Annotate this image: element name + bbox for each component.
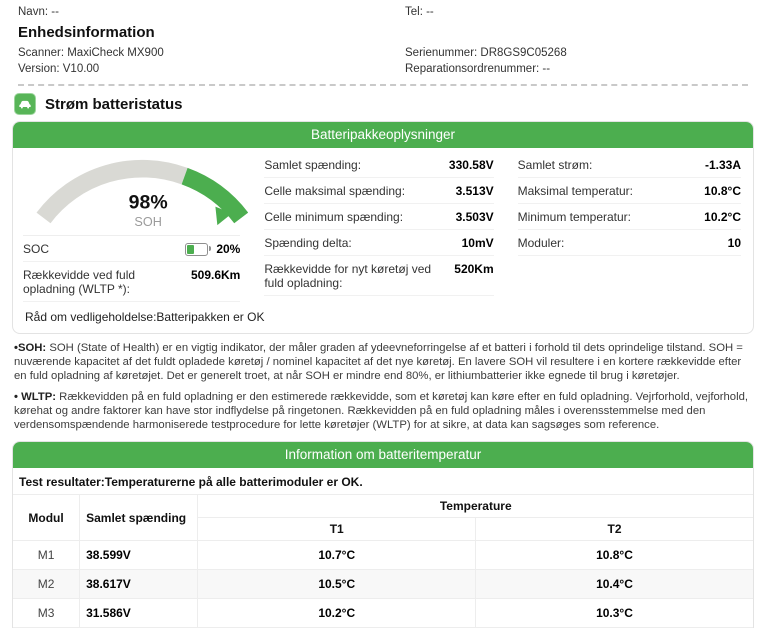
column-header-temperature: Temperature — [198, 495, 753, 518]
section-title: Strøm batteristatus — [45, 95, 183, 113]
repair-order-field: Reparationsordrenummer: -- — [405, 63, 551, 75]
module-id: M3 — [13, 599, 80, 628]
soh-footnote-text: SOH (State of Health) er en vigtig indikator, der måler graden af ydeevneforringelse af et batteri i forhold til dets oprindelige tilstand. SOH = nuværende kapacitet af det fuldt opladede køretøj / nominel kapacitet af det nye køretøj. En lavere SOH vil resultere i en kortere rækkevidde efter en fuld opladning af køretøjet. Det er generelt troet, at når SOH er mindre end 80%, er lithiumbatterier ikke egnede til brug i køretøjer. — [14, 342, 743, 382]
range-new-vehicle-label: Rækkevidde for nyt køretøj ved fuld opladning: — [264, 262, 432, 290]
cell-min-voltage-row — [264, 204, 493, 230]
ev-car-icon — [14, 93, 36, 115]
battery-temperature-section — [12, 441, 754, 628]
battery-pack-section — [12, 121, 754, 334]
module-t2: 10.3°C — [475, 599, 753, 628]
module-voltage: 38.599V — [80, 541, 198, 570]
module-t1: 10.2°C — [198, 599, 476, 628]
tel-field: Tel: -- — [405, 6, 434, 18]
battery-pack-banner: Batteripakkeoplysninger — [13, 122, 753, 148]
range-new-vehicle-value: 520Km — [454, 262, 494, 276]
soc-value: 20% — [216, 242, 241, 256]
range-new-vehicle-row — [264, 256, 493, 296]
soh-gauge — [23, 152, 240, 235]
total-current-label: Samlet strøm: — [517, 158, 593, 172]
voltage-delta-row — [264, 230, 493, 256]
serial-number-field: Serienummer: DR8GS9C05268 — [405, 47, 567, 59]
wltp-footnote-term: • WLTP: — [14, 391, 57, 403]
table-row — [13, 599, 753, 628]
module-voltage: 38.617V — [80, 570, 198, 599]
soh-gauge-column — [23, 152, 256, 302]
cell-max-voltage-row — [264, 178, 493, 204]
soc-row — [23, 235, 240, 262]
total-voltage-value: 330.58V — [448, 158, 494, 172]
module-t1: 10.5°C — [198, 570, 476, 599]
min-temp-row — [518, 204, 741, 230]
module-temperature-table — [13, 494, 753, 628]
module-voltage: 31.586V — [80, 599, 198, 628]
total-voltage-row — [264, 152, 493, 178]
section-title-row — [0, 86, 768, 121]
module-id: M1 — [13, 541, 80, 570]
voltage-delta-value: 10mV — [461, 236, 494, 250]
soh-label: SOH — [134, 215, 162, 230]
max-temp-row — [518, 178, 741, 204]
module-t1: 10.7°C — [198, 541, 476, 570]
min-temp-value: 10.2°C — [704, 210, 741, 224]
modules-label: Moduler: — [517, 236, 565, 250]
name-field: Navn: -- — [18, 6, 59, 18]
range-full-charge-label: Rækkevidde ved fuld opladning (WLTP *): — [23, 268, 136, 296]
module-t2: 10.4°C — [475, 570, 753, 599]
column-header-t1: T1 — [198, 518, 476, 541]
soh-footnote — [14, 341, 754, 383]
column-header-voltage: Samlet spænding — [80, 495, 198, 541]
header-spacer — [405, 20, 748, 45]
cell-min-voltage-label: Celle minimum spænding: — [264, 210, 404, 224]
max-temp-value: 10.8°C — [704, 184, 741, 198]
column-header-t2: T2 — [475, 518, 753, 541]
cell-min-voltage-value: 3.503V — [455, 210, 494, 224]
total-current-value: -1.33A — [704, 158, 741, 172]
module-id: M2 — [13, 570, 80, 599]
test-result-text: Test resultater:Temperaturerne på alle batterimoduler er OK. — [19, 475, 363, 489]
maintenance-advice: Råd om vedligeholdelse:Batteripakken er OK — [25, 310, 265, 324]
total-current-row — [518, 152, 741, 178]
modules-row — [518, 230, 741, 256]
scanner-field: Scanner: MaxiCheck MX900 — [18, 47, 164, 59]
soh-value: 98% — [128, 191, 168, 214]
modules-value: 10 — [727, 236, 741, 250]
cell-max-voltage-value: 3.513V — [455, 184, 494, 198]
table-row — [13, 570, 753, 599]
soh-footnote-term: •SOH: — [14, 342, 47, 354]
total-voltage-label: Samlet spænding: — [264, 158, 362, 172]
device-info-header — [0, 0, 768, 86]
range-full-charge-row — [23, 262, 240, 302]
column-header-modul: Modul — [13, 495, 80, 541]
cell-max-voltage-label: Celle maksimal spænding: — [264, 184, 406, 198]
table-row — [13, 541, 753, 570]
module-t2: 10.8°C — [475, 541, 753, 570]
min-temp-label: Minimum temperatur: — [517, 210, 632, 224]
voltage-delta-label: Spænding delta: — [264, 236, 352, 250]
version-field: Version: V10.00 — [18, 63, 100, 75]
page-title: Enhedsinformation — [18, 24, 155, 41]
wltp-footnote-text: Rækkevidden på en fuld opladning er den estimerede rækkevidde, som et køretøj kan køre efter en fuld opladning. Vejrforhold, vejforhold, kørehat og andre faktorer kan have stor indflydelse på ringetonen. Rækkevidden på en fuld opladning måles i overensstemmelse med den verdensomspændende harmoniserede testprocedure for lette køretøjer (WLTP) for at sikre, at data kan sagsøges som reference. — [14, 391, 749, 431]
voltage-column — [256, 152, 507, 302]
current-temp-column — [508, 152, 741, 302]
soc-label: SOC — [23, 242, 50, 256]
battery-level-icon — [185, 243, 208, 256]
wltp-footnote — [14, 390, 754, 432]
range-full-charge-value: 509.6Km — [190, 268, 241, 282]
max-temp-label: Maksimal temperatur: — [517, 184, 634, 198]
battery-temperature-banner: Information om batteritemperatur — [13, 442, 753, 468]
